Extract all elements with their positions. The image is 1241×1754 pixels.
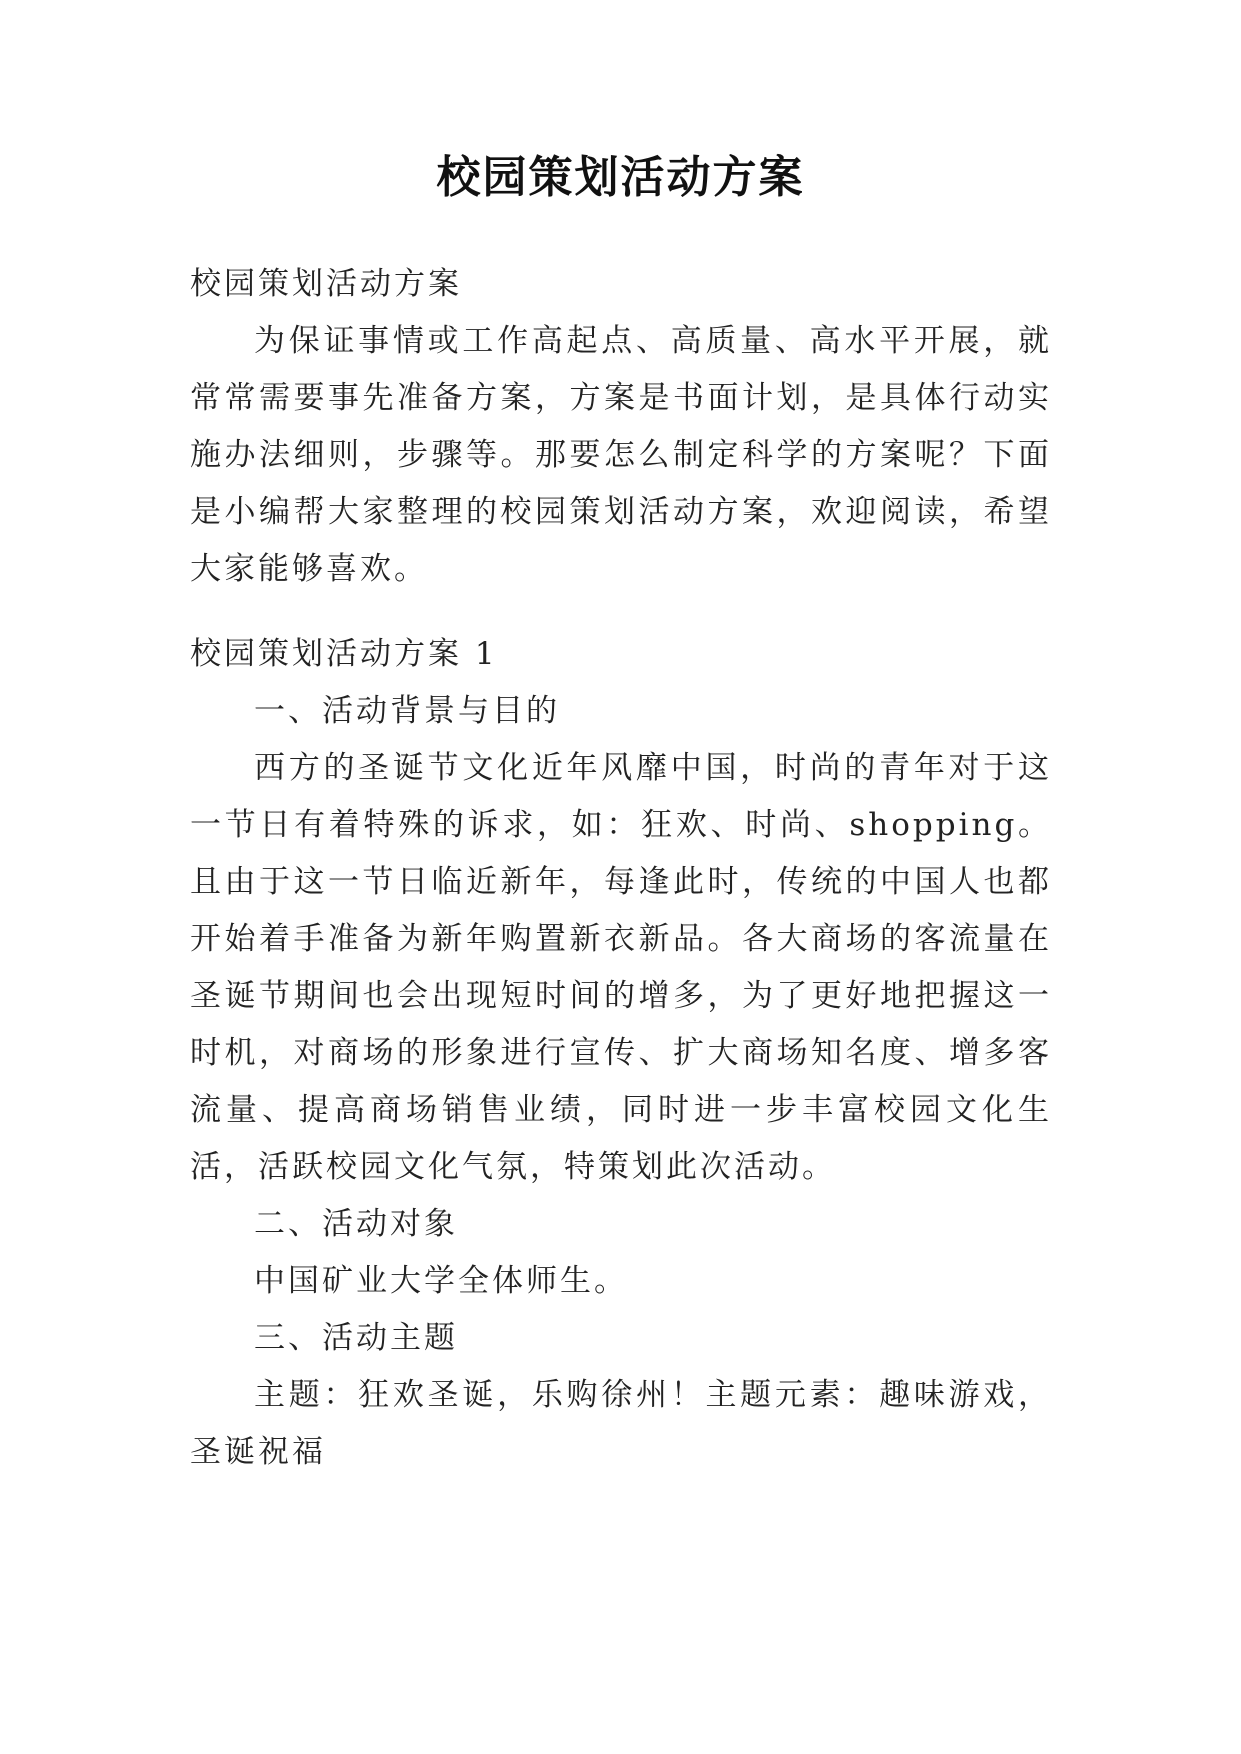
heading-audience: 二、活动对象 <box>254 1206 458 1242</box>
section-heading: 校园策划活动方案 <box>190 266 462 302</box>
paragraph-theme: 主题：狂欢圣诞，乐购徐州！主题元素：趣味游戏，圣诞祝福 <box>190 1377 1052 1470</box>
heading-background: 一、活动背景与目的 <box>254 693 560 729</box>
plan-1-heading: 校园策划活动方案 1 <box>190 636 498 672</box>
intro-block <box>190 256 1052 598</box>
paragraph-background: 西方的圣诞节文化近年风靡中国，时尚的青年对于这一节日有着特殊的诉求，如：狂欢、时尚、shopping。且由于这一节日临近新年，每逢此时，传统的中国人也都开始着手准备为新年购置新衣新品。各大商场的客流量在圣诞节期间也会出现短时间的增多，为了更好地把握这一时机，对商场的形象进行宣传、扩大商场知名度、增多客流量、提高商场销售业绩，同时进一步丰富校园文化生活，活跃校园文化气氛，特策划此次活动。 <box>190 750 1052 1185</box>
intro-paragraph: 为保证事情或工作高起点、高质量、高水平开展，就常常需要事先准备方案，方案是书面计划，是具体行动实施办法细则，步骤等。那要怎么制定科学的方案呢？下面是小编帮大家整理的校园策划活动方案，欢迎阅读，希望大家能够喜欢。 <box>190 323 1052 587</box>
heading-theme: 三、活动主题 <box>254 1320 458 1356</box>
paragraph-audience: 中国矿业大学全体师生。 <box>254 1263 628 1299</box>
plan-1-block <box>190 626 1052 1481</box>
document-title: 校园策划活动方案 <box>436 152 805 203</box>
